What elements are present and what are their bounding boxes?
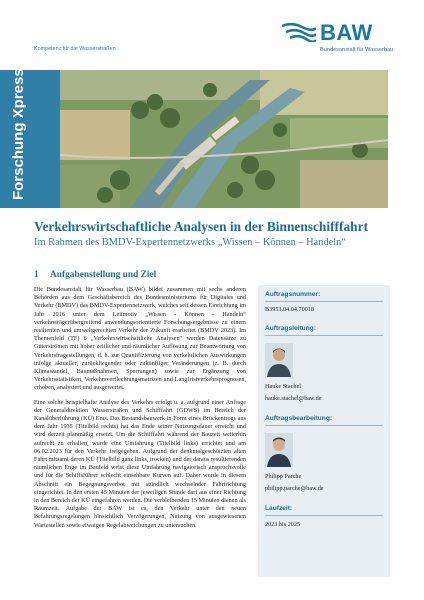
- lead-email[interactable]: hauke.stachel@baw.de: [265, 395, 322, 402]
- page-title: Verkehrswirtschaftliche Analysen in der Binnenschifffahrt: [34, 219, 369, 234]
- section-heading: [34, 270, 156, 280]
- order-label: Auftragsnummer:: [265, 291, 321, 298]
- order-number: B3953.04.04.70018: [265, 306, 314, 313]
- hero-aerial-photo: [60, 70, 388, 208]
- tagline: Kompetenz für die Wasserstraßen: [34, 46, 116, 52]
- baw-logo: [282, 14, 402, 62]
- side-band: [0, 70, 60, 208]
- section-number: 1: [34, 270, 39, 280]
- editor-label: Auftragsbearbeitung:: [265, 415, 333, 422]
- page-subtitle: Im Rahmen des BMDV-Expertennetzwerks „Wissen – Können – Handeln“: [34, 237, 346, 248]
- person-portrait-icon: [265, 433, 293, 467]
- divider: [265, 335, 383, 336]
- lead-name: Hauke Stachel: [265, 383, 301, 390]
- baw-wave-icon: [282, 22, 316, 42]
- logo-text: BAW: [320, 20, 373, 45]
- divider: [265, 515, 383, 516]
- paragraph: Die Bundesanstalt für Wasserbau (BAW) bildet zusammen mit sechs anderen Behörden aus dem Geschäftsbereich des Bundesministeriums für Digitales und Verkehr (BMDV) das BMDV-Expertennetzwerk, welches seit dessen Einrichtung im Jahr 2016 unter dem Leitmotiv „Wissen - Können - Handeln“ verkehrsträgerübergreifend anwendungsorientierte Forschungsergebnisse zu einem resilienten und umweltgerechten Verkehr der Zukunft erarbeitet (BMDV 2023). Im Themenfeld (TF) 6 „Verkehrswirtschaftliche Analysen“ werden Datensätze zu Güterströmen mit hoher zeitlicher und räumlicher Auflösung zur Beantwortung von Verkehrsfragestellungen, d. h. zur Quantifizierung von verkehrlichen Auswirkungen infolge aktueller, zurückliegender oder zukünftiger Veränderungen (z. B. durch Klimawandel, Baumaßnahmen, Sperrungen) sowie zur Ergänzung von Verkehrsstatistiken, Verkehrsverflechtungsmatrizen und Langfristverkehrsprognosen, erhoben, analysiert und ausgewertet.: [34, 286, 246, 392]
- aerial-canal-image: [60, 70, 388, 208]
- body-text: [34, 286, 246, 536]
- info-sidebar: [258, 285, 390, 577]
- person-portrait-icon: [265, 343, 293, 377]
- editor-email[interactable]: philipp.parche@baw.de: [265, 485, 324, 492]
- divider: [265, 425, 383, 426]
- duration-value: 2023 bis 2025: [265, 521, 301, 528]
- lead-label: Auftragsleitung:: [265, 325, 316, 332]
- paragraph: Eine solche beispielhafte Analyse des Verkehrs erfolgt u. a. aufgrund einer Anfrage der Generaldirektion Wasserstraßen und Schifffahrt (GDWS) im Bereich der Kanalüberführung (KÜ) Ems. Das Bestandsbauwerk in Form eines Brückentrogs aus dem Jahr 1935 (Titelbild rechts) hat das Ende seiner Nutzungsdauer erreicht und wird derzeit planmäßig ersetzt. Um die Schifffahrt während der Bauzeit weiterhin aufrecht zu erhalten, wurde eine Umfahrung (Titelbild links) errichtet und am 06.02.2023 für den Verkehr freigegeben. Aufgrund der denkmalgeschützten alten Fahrt mitsamt deren KÜ (Titelbild ganz links, trocken) und der daraus resultierenden räumlichen Enge im Baufeld weist diese Umfahrung navigatorisch anspruchsvolle und für die Schiffsführer schlecht einsehbare Kurven auf. Daher wurde in diesem Abschnitt ein Begegnungsverbot mit stündlich wechselnder Fahrtrichtung eingerichtet. In den ersten 45 Minuten der jeweiligen Stunde darf aus einer Richtung in den Bereich der KÜ eingefahren werden. Die verbleibenden 15 Minuten dienen als Räumzeit. Aufgabe der BAW ist es, den Verkehr unter den neuen Befahrungsregelungen hinsichtlich Verzögerungen, Nutzung von ausgewiesenen Wartestellen sowie etwaigen Regelabweichungen zu untersuchen.: [34, 398, 246, 529]
- duration-label: Laufzeit:: [265, 505, 293, 512]
- band-label: Forschung Xpress: [10, 68, 27, 200]
- section-title: Aufgabenstellung und Ziel: [50, 270, 157, 280]
- editor-name: Philipp Parche: [265, 473, 302, 480]
- editor-avatar: [265, 433, 293, 467]
- divider: [265, 301, 383, 302]
- logo-subtitle: Bundesanstalt für Wasserbau: [320, 47, 394, 53]
- lead-avatar: [265, 343, 293, 377]
